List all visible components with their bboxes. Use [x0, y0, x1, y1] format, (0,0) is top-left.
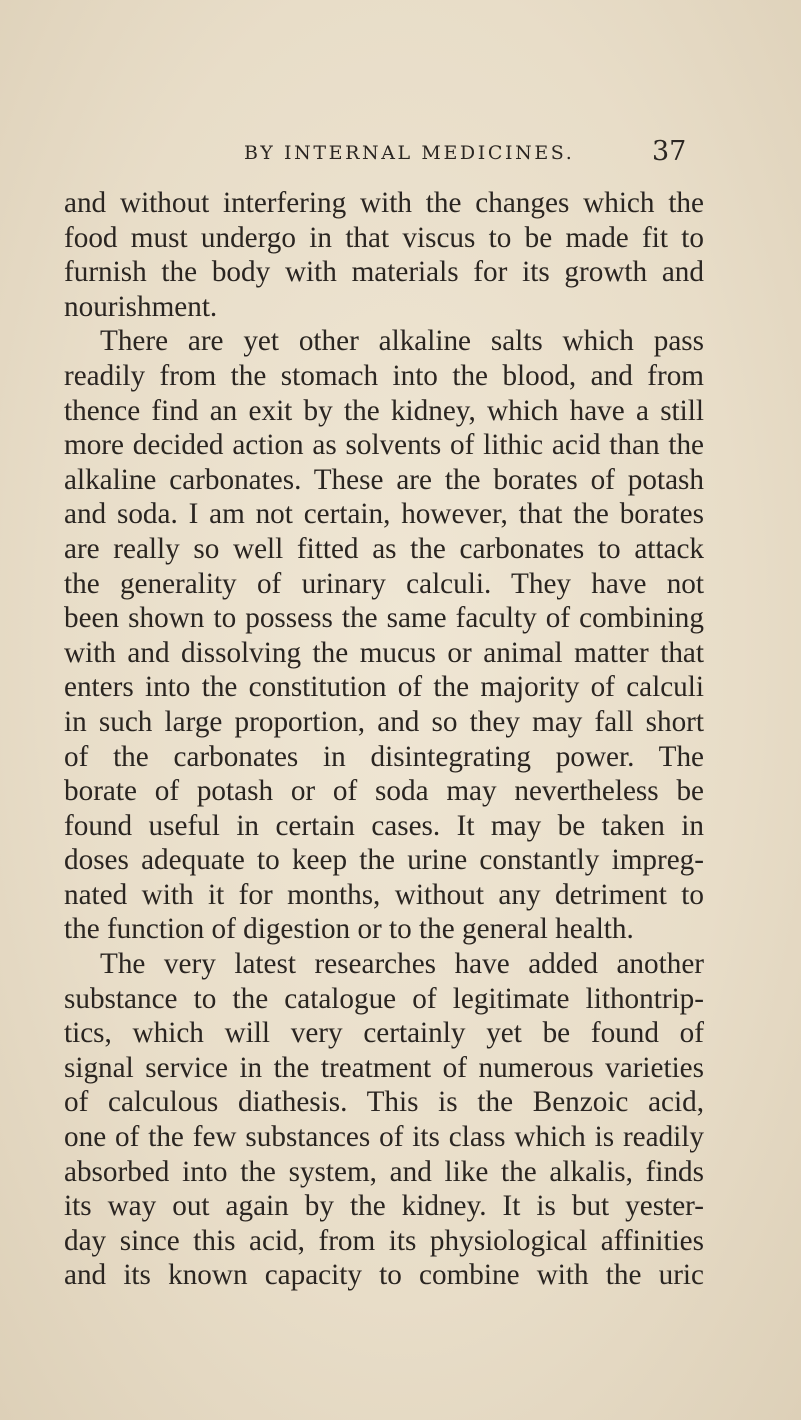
- text-line: borate of potash or of soda may nevertheless be: [64, 775, 704, 808]
- text-line: signal service in the treatment of numerous varieties: [64, 1051, 704, 1084]
- text-line: more decided action as solvents of lithic acid than the: [64, 429, 704, 462]
- text-line: are really so well fitted as the carbonates to attack: [64, 532, 704, 565]
- text-line: and soda. I am not certain, however, that the borates: [64, 498, 704, 531]
- text-line: in such large proportion, and so they may fall short: [64, 705, 704, 738]
- text-line: substance to the catalogue of legitimate lithontrip-: [64, 982, 704, 1015]
- text-line: with and dissolving the mucus or animal matter that: [64, 636, 704, 669]
- page-number: 37: [652, 136, 687, 167]
- text-line: tics, which will very certainly yet be found of: [64, 1017, 704, 1050]
- body-text: [64, 186, 704, 1293]
- text-line: one of the few substances of its class which is readily: [64, 1121, 704, 1154]
- text-line: day since this acid, from its physiological affinities: [64, 1224, 704, 1257]
- text-line: nourishment.: [64, 290, 218, 323]
- page-header: [0, 136, 801, 176]
- text-line: enters into the constitution of the majority of calculi: [64, 671, 704, 704]
- text-line: of the carbonates in disintegrating power. The: [64, 740, 704, 773]
- text-line: found useful in certain cases. It may be taken in: [64, 809, 704, 842]
- text-line: and its known capacity to combine with the uric: [64, 1259, 704, 1292]
- text-line: thence find an exit by the kidney, which have a still: [64, 394, 704, 427]
- text-line: nated with it for months, without any detriment to: [64, 878, 704, 911]
- text-line: readily from the stomach into the blood, and from: [64, 359, 704, 392]
- text-line: and without interfering with the changes which the: [64, 187, 704, 219]
- text-line: the generality of urinary calculi. They have not: [64, 567, 704, 600]
- text-line: the function of digestion or to the general health.: [64, 913, 634, 946]
- text-line: its way out again by the kidney. It is but yester-: [64, 1190, 704, 1223]
- text-line: The very latest researches have added another: [100, 948, 704, 981]
- text-line: There are yet other alkaline salts which pass: [100, 325, 704, 358]
- text-line: of calculous diathesis. This is the Benzoic acid,: [64, 1086, 704, 1119]
- text-line: been shown to possess the same faculty of combining: [64, 602, 704, 635]
- text-line: absorbed into the system, and like the alkalis, finds: [64, 1155, 704, 1188]
- text-line: furnish the body with materials for its growth and: [64, 256, 704, 289]
- running-head: BY INTERNAL MEDICINES.: [244, 142, 575, 164]
- text-line: food must undergo in that viscus to be made fit to: [64, 221, 704, 254]
- text-line: doses adequate to keep the urine constantly impreg-: [64, 844, 704, 877]
- text-line: alkaline carbonates. These are the borates of potash: [64, 463, 704, 496]
